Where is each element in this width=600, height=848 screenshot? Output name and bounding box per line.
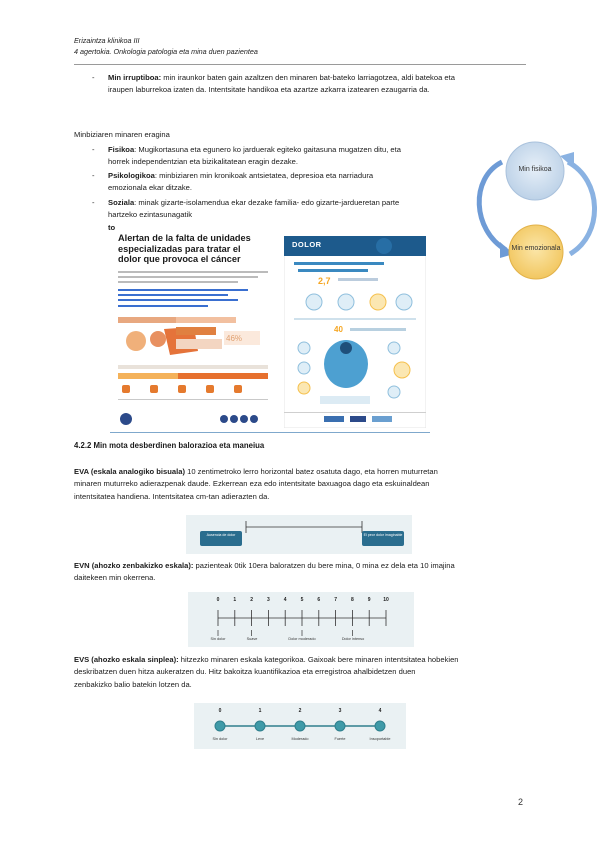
evs-label: Sin dolor bbox=[212, 737, 228, 741]
evn-number: 1 bbox=[233, 597, 237, 603]
bullet-dash: - bbox=[92, 198, 95, 207]
evn-label-moderate: Dolor moderado bbox=[288, 637, 316, 641]
header-divider bbox=[74, 64, 526, 65]
evn-label-intense: Dolor intenso bbox=[341, 637, 365, 641]
evn-number: 8 bbox=[351, 597, 354, 603]
stray-text: to bbox=[108, 222, 116, 232]
eva-left-label: Ausencia de dolor bbox=[206, 533, 236, 537]
evn-label-mild: Suave bbox=[246, 637, 258, 641]
evs-label: Leve bbox=[255, 737, 265, 741]
cycle-arrow-left bbox=[479, 162, 506, 250]
node-physical-label: Min fisikoa bbox=[518, 166, 552, 173]
evs-label: Fuerte bbox=[334, 737, 346, 741]
infographic-poster-cancer-pain bbox=[114, 233, 272, 429]
bullet-dash: - bbox=[92, 145, 95, 154]
infographic-poster-dolor bbox=[284, 236, 426, 428]
evn-number: 4 bbox=[283, 597, 287, 603]
header-course: Erizaintza klinikoa III bbox=[74, 36, 140, 45]
evn-number: 0 bbox=[216, 597, 220, 603]
poster2-number2: 40 bbox=[334, 325, 343, 334]
cycle-arrow-right bbox=[568, 162, 595, 254]
eva-paragraph: EVA (eskala analogiko bisuala) 10 zentimetroko lerro horizontal batez osatuta dago, eta horren muturretan minaren muturreko adierazpenak daude. Ezkerrean eza edo intentsitate baxuagoa dago eta eskuinaldean intentsitatea handiena. Intentsitatea cm-tan adierazten da. bbox=[74, 467, 438, 501]
evs-number: 1 bbox=[258, 708, 262, 714]
bullet-dash: - bbox=[92, 171, 95, 180]
evn-number: 10 bbox=[383, 597, 389, 603]
cycle-svg bbox=[470, 138, 600, 280]
impact-item-psychological: Psikologikoa: minbiziaren min kronikoak antsietatea, depresioa eta narriadura emozionala ekar ditzake. bbox=[108, 171, 374, 193]
evn-number: 3 bbox=[267, 597, 270, 603]
svg-text:46%: 46% bbox=[226, 334, 243, 343]
term-evs: EVS (ahozko eskala sinplea): bbox=[74, 655, 179, 664]
poster2-brand: DOLOR bbox=[292, 240, 322, 249]
evs-number: 2 bbox=[298, 708, 302, 714]
evn-number: 2 bbox=[250, 597, 253, 603]
poster1-graphics bbox=[114, 269, 272, 429]
evn-number: 9 bbox=[367, 597, 371, 603]
evs-label: Insoportable bbox=[369, 737, 391, 741]
poster1-title: Alertan de la falta de unidades especializadas para tratar el dolor que provoca el cáncer bbox=[118, 233, 251, 265]
evs-scale bbox=[194, 703, 406, 749]
evn-paragraph: EVN (ahozko zenbakizko eskala): pazienteak 0tik 10era baloratzen du bere mina, 0 mina ez dela eta 10 imajina daitekeen min okerrena. bbox=[74, 561, 455, 583]
section-title-422: 4.2.2 Min mota desberdinen balorazioa eta maneiua bbox=[74, 441, 265, 450]
evn-scale bbox=[188, 592, 414, 647]
evn-number: 7 bbox=[334, 597, 337, 603]
bullet-dash: - bbox=[92, 73, 95, 82]
figure-underline bbox=[110, 432, 430, 433]
impact-item-social: Soziala: minak gizarte-isolamendua ekar dezake familia- edo gizarte-jardueretan parte hartzeko ezintasunagatik to bbox=[108, 197, 460, 234]
term-irruptive: Min irruptiboa: bbox=[108, 73, 162, 82]
evn-label-none: Sin dolor bbox=[210, 637, 226, 641]
eva-right-label: El peor dolor imaginable bbox=[363, 533, 403, 537]
header-subtitle: 4 agertokia. Onkologia patologia eta mina duen pazientea bbox=[74, 47, 258, 56]
bullet-irruptive: Min irruptiboa: min iraunkor baten gain azaltzen den minaren bat-bateko larriagotzea, aldi batekoa eta iraupen laburrekoa izaten da. Intentsitate handikoa eta azartze azkarra izatearen ezaugarria da. bbox=[108, 73, 455, 95]
impact-title: Minbiziaren minaren eragina bbox=[74, 130, 170, 139]
evs-label: Moderado bbox=[291, 737, 309, 741]
impact-item-physical: Fisikoa: Mugikortasuna eta egunero ko jarduerak egiteko gaitasuna mugatzen ditu, eta horrek independentzian eta bizikalitatean eragin dezake. bbox=[108, 145, 401, 167]
eva-scale bbox=[186, 515, 412, 554]
term-eva: EVA (eskala analogiko bisuala) bbox=[74, 467, 185, 476]
cycle-diagram bbox=[470, 138, 600, 280]
evn-number: 6 bbox=[317, 597, 321, 603]
evs-number: 4 bbox=[378, 708, 382, 714]
term-evn: EVN (ahozko zenbakizko eskala): bbox=[74, 561, 194, 570]
poster2-graphics bbox=[284, 236, 426, 428]
node-emotional-label: Min emozionala bbox=[511, 245, 561, 252]
evs-number: 0 bbox=[218, 708, 222, 714]
page-header bbox=[74, 35, 258, 57]
evs-paragraph: EVS (ahozko eskala sinplea): hitzezko minaren eskala kategorikoa. Gaixoak bere minaren intentsitatea hobekien deskribatzen duen hitza aukeratzen du. Hitz bakoitza kuantifikazioa eta erregistroa ahalbidetzen duen zenbakizko balio batekin lotzen da. bbox=[74, 655, 459, 689]
evs-number: 3 bbox=[338, 708, 342, 714]
poster2-big-number: 2,7 bbox=[318, 276, 331, 286]
page-number: 2 bbox=[518, 797, 524, 807]
evn-number: 5 bbox=[300, 597, 304, 603]
